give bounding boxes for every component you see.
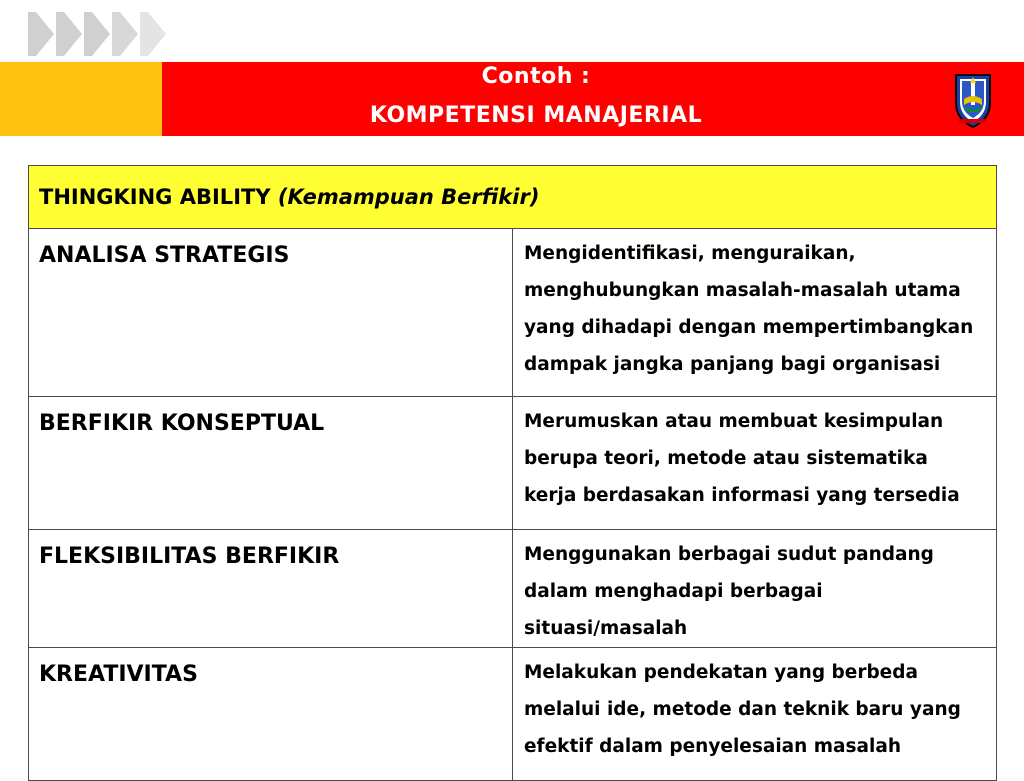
- competency-table: [28, 165, 997, 781]
- table-heading-sub: (Kemampuan Berfikir): [277, 185, 540, 209]
- competency-term: KREATIVITAS: [29, 648, 513, 781]
- chevron-arrows-icon: [28, 12, 168, 56]
- competency-description: Melakukan pendekatan yang berbeda melalui ide, metode dan teknik baru yang efektif dalam penyelesaian masalah: [513, 648, 997, 781]
- competency-description: Mengidentifikasi, menguraikan, menghubungkan masalah-masalah utama yang dihadapi dengan mempertimbangkan dampak jangka panjang bagi organisasi: [513, 229, 997, 397]
- table-row: [29, 648, 997, 781]
- competency-description: Menggunakan berbagai sudut pandang dalam menghadapi berbagai situasi/masalah: [513, 530, 997, 648]
- competency-description: Merumuskan atau membuat kesimpulan berupa teori, metode atau sistematika kerja berdasakan informasi yang tersedia: [513, 397, 997, 530]
- competency-term: ANALISA STRATEGIS: [29, 229, 513, 397]
- table-row: [29, 397, 997, 530]
- table-row: [29, 229, 997, 397]
- header-accent-block: [0, 62, 162, 136]
- slide-title-line2: KOMPETENSI MANAJERIAL: [369, 103, 703, 128]
- table-row: [29, 530, 997, 648]
- table-heading-cell: [29, 166, 997, 229]
- competency-term: BERFIKIR KONSEPTUAL: [29, 397, 513, 530]
- table-heading-main: THINGKING ABILITY: [39, 185, 271, 209]
- provincial-emblem-icon: [953, 69, 993, 129]
- table-heading-row: [29, 166, 997, 229]
- competency-term: FLEKSIBILITAS BERFIKIR: [29, 530, 513, 648]
- slide-title-line1: Contoh :: [481, 64, 591, 89]
